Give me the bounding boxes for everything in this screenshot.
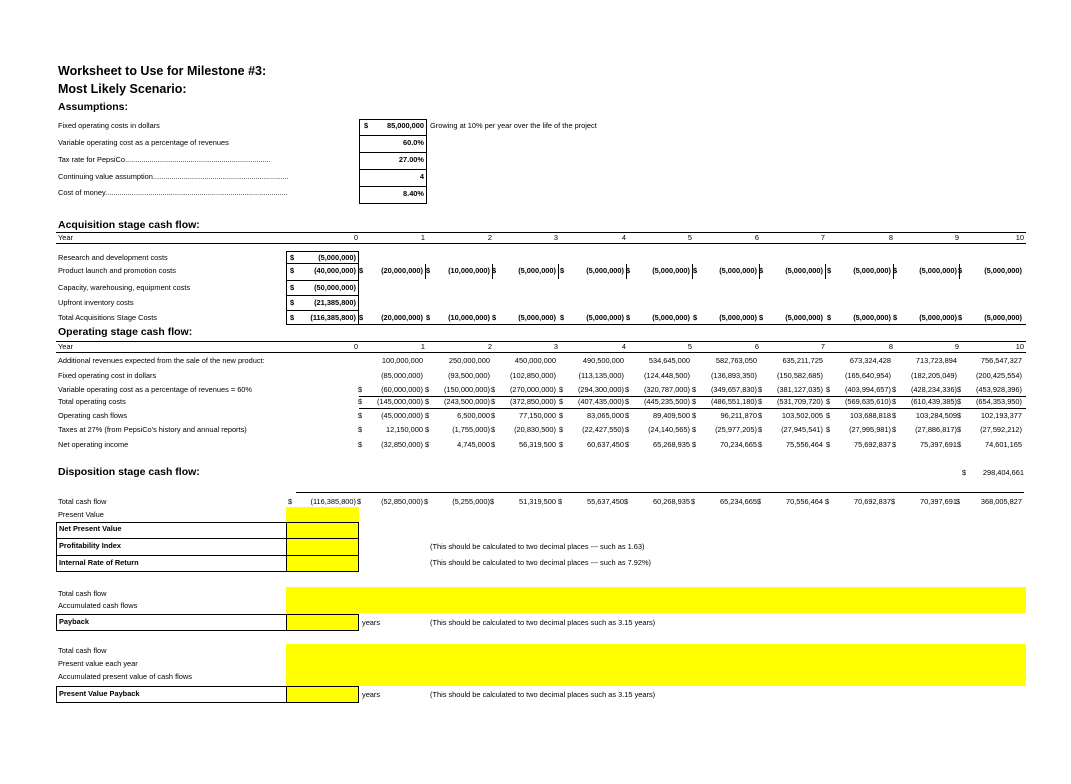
acq-cell: (5,000,000) [518,266,556,275]
npv-label: Net Present Value [59,524,122,533]
currency-symbol: $ [358,440,363,449]
op-cell: 75,692,837 [854,440,891,449]
op-row-label: Net operating income [58,440,129,449]
currency-symbol: $ [956,497,961,506]
payback-box [56,614,359,631]
assumption-label: Fixed operating costs in dollars [58,121,160,130]
op-cell: 103,284,509 [915,411,957,420]
op-row-label: Fixed operating cost in dollars [58,371,157,380]
year-header: 10 [1015,233,1024,242]
pv-payback-input-area[interactable] [286,644,1026,686]
op-cell: 6,500,000 [457,411,490,420]
acq-cell: (10,000,000) [448,313,490,322]
acq-cell: (5,000,000) [919,313,957,322]
op-cell: 582,763,050 [715,356,757,365]
currency-symbol: $ [892,397,897,406]
op-cell: 75,397,691 [920,440,957,449]
worksheet-title: Worksheet to Use for Milestone #3: [58,64,267,78]
pi-label: Profitability Index [59,541,122,550]
op-cell: 60,637,450 [587,440,624,449]
currency-symbol: $ [626,266,631,275]
op-cell: (1,755,000) [452,425,490,434]
assumption-label: Variable operating cost as a percentage of revenues [58,138,229,147]
currency-symbol: $ [425,385,430,394]
year-header: 6 [754,342,759,351]
currency-symbol: $ [425,411,430,420]
currency-symbol: $ [826,440,831,449]
op-cell: (145,000,000) [376,397,423,406]
currency-symbol: $ [691,497,696,506]
op-cell: (22,427,550) [582,425,624,434]
currency-symbol: $ [892,385,897,394]
total-cash-flow-label: Total cash flow [58,497,107,506]
acq-cell: (20,000,000) [381,266,423,275]
op-cell: 89,409,500 [653,411,690,420]
currency-symbol: $ [358,385,363,394]
acq-cell: (5,000,000) [853,266,891,275]
op-cell: 74,601,165 [985,440,1022,449]
op-cell: (654,353,950) [975,397,1022,406]
op-cell: 12,150,000 [386,425,423,434]
currency-symbol: $ [491,411,496,420]
acq-cell: (5,000,000) [652,266,690,275]
payback-accumulated: Accumulated cash flows [58,601,138,610]
op-cell: 250,000,000 [448,356,490,365]
acq-year-label: Year [58,233,73,242]
variable-cost-value[interactable]: 60.0% [403,138,424,147]
op-cell: (150,582,685) [776,371,823,380]
op-cell: (25,977,205) [715,425,757,434]
op-row-label: Additional revenues expected from the sale of the new product: [58,356,265,365]
acq-cell: (5,000,000) [785,313,823,322]
currency-symbol: $ [290,283,295,292]
op-cell: (20,830,500) [514,425,556,434]
op-cell: 490,500,000 [582,356,624,365]
currency-symbol: $ [958,266,963,275]
currency-symbol: $ [957,385,962,394]
year-header: 8 [888,233,893,242]
currency-symbol: $ [359,313,364,322]
acq-row-label: Total Acquisitions Stage Costs [58,313,158,322]
currency-symbol: $ [827,266,832,275]
acq-row-label: Upfront inventory costs [58,298,134,307]
op-cell: (320,787,000) [643,385,690,394]
currency-symbol: $ [290,253,295,262]
currency-symbol: $ [957,397,962,406]
currency-symbol: $ [758,397,763,406]
currency-symbol: $ [758,425,763,434]
disposition-currency: $ [962,468,967,477]
acq-row-label: Product launch and promotion costs [58,266,176,275]
acq-cell: (21,385,800) [314,298,356,307]
op-cell: 450,000,000 [514,356,556,365]
tax-rate-value[interactable]: 27.00% [398,155,424,164]
currency-symbol: $ [893,313,898,322]
currency-symbol: $ [492,266,497,275]
op-cell: 100,000,000 [381,356,423,365]
year-header: 1 [420,233,425,242]
currency-symbol: $ [892,440,897,449]
op-cell: 65,268,935 [653,440,690,449]
currency-symbol: $ [491,425,496,434]
currency-symbol: $ [892,425,897,434]
op-cell: 77,150,000 [519,411,556,420]
currency-symbol: $ [759,266,764,275]
pv-payback-unit: years [362,690,381,699]
op-cell: (165,640,954) [844,371,891,380]
currency-symbol: $ [426,313,431,322]
op-cell: (372,850,000) [509,397,556,406]
currency-symbol: $ [758,385,763,394]
acq-cell: (5,000,000) [785,266,823,275]
fixed-cost-note: Growing at 10% per year over the life of the project [430,121,597,130]
acq-cell: (10,000,000) [448,266,490,275]
op-cell: 70,234,665 [720,440,757,449]
currency-symbol: $ [693,313,698,322]
currency-symbol: $ [559,411,564,420]
payback-total-cash-flow: Total cash flow [58,589,107,598]
op-cell: (610,439,385) [910,397,957,406]
year-header: 7 [820,233,825,242]
currency-symbol: $ [758,440,763,449]
currency-symbol: $ [693,266,698,275]
op-cell: (113,135,000) [578,371,624,380]
currency-symbol: $ [626,313,631,322]
op-cell: (200,425,554) [975,371,1022,380]
year-header: 6 [754,233,759,242]
op-cell: 75,556,464 [786,440,823,449]
cost-of-money-value[interactable]: 8.40% [403,189,424,198]
op-cell: (85,000,000) [381,371,423,380]
op-cell: (124,448,500) [643,371,690,380]
total-cash-flow-cell: 368,005,827 [980,497,1022,506]
op-row-label: Operating cash flows [58,411,128,420]
currency-symbol: $ [290,313,295,322]
op-cell: 103,502,005 [781,411,823,420]
currency-symbol: $ [625,397,630,406]
currency-symbol: $ [560,313,565,322]
payback-note: (This should be calculated to two decimal places such as 3.15 years) [430,618,656,627]
continuing-value[interactable]: 4 [419,172,424,181]
currency-symbol: $ [826,385,831,394]
currency-symbol: $ [424,497,429,506]
acquisition-heading: Acquisition stage cash flow: [58,219,200,231]
year-header: 1 [420,342,425,351]
acq-cell: (5,000,000) [719,313,757,322]
currency-symbol: $ [827,313,832,322]
currency-symbol: $ [358,397,363,406]
op-cell: (60,000,000) [381,385,423,394]
acq-row-label: Capacity, warehousing, equipment costs [58,283,191,292]
currency-symbol: $ [893,266,898,275]
acq-cell: (116,385,800) [310,313,356,322]
currency-symbol: $ [560,266,565,275]
pv-each-year: Present value each year [58,659,138,668]
year-header: 5 [687,342,692,351]
op-cell: (102,850,000) [509,371,556,380]
currency-symbol: $ [358,425,363,434]
op-year-label: Year [58,342,73,351]
op-cell: 534,645,000 [648,356,690,365]
op-row-label: Variable operating cost as a percentage of revenues = 60% [58,385,252,394]
currency-symbol: $ [692,397,697,406]
currency-symbol: $ [559,397,564,406]
acq-cell: (5,000,000) [984,313,1022,322]
year-header: 2 [487,342,492,351]
currency-symbol: $ [892,411,897,420]
payback-unit: years [362,618,381,627]
acq-cell: (5,000,000) [719,266,757,275]
total-cash-flow-cell: (5,255,000) [452,497,490,506]
year-header: 4 [621,342,626,351]
acq-cell: (5,000,000) [586,313,624,322]
pv-total-cash-flow: Total cash flow [58,646,107,655]
op-cell: (453,928,396) [975,385,1022,394]
operating-heading: Operating stage cash flow: [58,326,193,338]
year-header: 3 [553,233,558,242]
currency-symbol: $ [425,440,430,449]
total-cash-flow-cell: 70,692,837 [854,497,891,506]
op-cell: (381,127,035) [776,385,823,394]
acq-cell: (40,000,000) [314,266,356,275]
op-cell: (27,886,817) [915,425,957,434]
year-header: 3 [553,342,558,351]
currency-symbol: $ [625,425,630,434]
acq-row-label: Research and development costs [58,253,168,262]
currency-symbol: $ [290,266,295,275]
total-cash-flow-cell: 70,397,691 [920,497,957,506]
acq-cell: (50,000,000) [314,283,356,292]
total-cash-flow-cell: (116,385,800) [310,497,356,506]
total-cash-flow-cell: 51,319,500 [519,497,556,506]
currency-symbol: $ [757,497,762,506]
currency-symbol: $ [957,411,962,420]
op-cell: 635,211,725 [782,356,823,365]
op-cell: (445,235,500) [643,397,690,406]
pv-payback-note: (This should be calculated to two decimal places such as 3.15 years) [430,690,656,699]
op-cell: (486,551,180) [710,397,757,406]
payback-input-area[interactable] [286,587,1026,613]
currency-symbol: $ [491,385,496,394]
currency-symbol: $ [825,497,830,506]
assumptions-heading: Assumptions: [58,101,129,113]
disposition-heading: Disposition stage cash flow: [58,466,200,478]
pv-accumulated: Accumulated present value of cash flows [58,672,192,681]
op-cell: (349,657,830) [710,385,757,394]
present-value-label: Present Value [58,510,104,519]
op-cell: 756,547,327 [980,356,1022,365]
op-cell: (27,592,212) [980,425,1022,434]
currency-symbol: $ [891,497,896,506]
op-cell: (150,000,000) [443,385,490,394]
assumption-label: Continuing value assumption.................................................................. [58,172,289,181]
currency-symbol: $ [358,411,363,420]
currency-symbol: $ [826,397,831,406]
acq-cell: (5,000,000) [853,313,891,322]
currency-symbol: $ [364,121,369,130]
op-cell: 83,065,000 [587,411,624,420]
year-header: 0 [353,233,358,242]
pv-payback-label: Present Value Payback [59,689,140,698]
currency-symbol: $ [826,425,831,434]
currency-symbol: $ [491,397,496,406]
currency-symbol: $ [357,497,362,506]
op-cell: (45,000,000) [381,411,423,420]
currency-symbol: $ [624,497,629,506]
op-cell: (403,994,657) [844,385,891,394]
op-cell: (407,435,000) [577,397,624,406]
op-cell: (569,635,610) [844,397,891,406]
irr-note: (This should be calculated to two decimal places --- such as 7.92%) [430,558,652,567]
currency-symbol: $ [559,440,564,449]
currency-symbol: $ [692,411,697,420]
total-cash-flow-cell: 70,556,464 [786,497,823,506]
acq-cell: (5,000,000) [652,313,690,322]
irr-label: Internal Rate of Return [59,558,139,567]
op-cell: (531,709,720) [776,397,823,406]
total-cash-flow-cell: 60,268,935 [653,497,690,506]
acq-cell: (5,000,000) [984,266,1022,275]
year-header: 9 [954,342,959,351]
op-cell: 103,688,818 [849,411,891,420]
op-cell: (27,945,541) [781,425,823,434]
acq-cell: (5,000,000) [318,253,356,262]
currency-symbol: $ [625,440,630,449]
currency-symbol: $ [425,397,430,406]
payback-label: Payback [59,617,89,626]
acq-cell: (20,000,000) [381,313,423,322]
op-cell: 713,723,894 [915,356,957,365]
currency-symbol: $ [692,385,697,394]
op-cell: 56,319,500 [519,440,556,449]
op-cell: (182,205,049) [910,371,957,380]
currency-symbol: $ [288,497,293,506]
year-header: 4 [621,233,626,242]
currency-symbol: $ [759,313,764,322]
year-header: 9 [954,233,959,242]
currency-symbol: $ [958,313,963,322]
year-header: 2 [487,233,492,242]
currency-symbol: $ [290,298,295,307]
assumption-label: Tax rate for PepsiCo....................................................................... [58,155,271,164]
currency-symbol: $ [490,497,495,506]
acq-cell: (5,000,000) [919,266,957,275]
currency-symbol: $ [492,313,497,322]
op-cell: (136,893,350) [710,371,757,380]
currency-symbol: $ [692,440,697,449]
op-cell: (32,850,000) [381,440,423,449]
currency-symbol: $ [957,425,962,434]
currency-symbol: $ [426,266,431,275]
currency-symbol: $ [491,440,496,449]
currency-symbol: $ [758,411,763,420]
scenario-title: Most Likely Scenario: [58,82,187,96]
year-header: 5 [687,233,692,242]
currency-symbol: $ [625,411,630,420]
currency-symbol: $ [359,266,364,275]
op-row-label: Total operating costs [58,397,126,406]
op-cell: (294,300,000) [577,385,624,394]
fixed-cost-value[interactable]: 85,000,000 [387,121,424,130]
op-cell: (27,995,981) [849,425,891,434]
total-cash-flow-cell: (52,850,000) [381,497,423,506]
currency-symbol: $ [425,425,430,434]
op-cell: (24,140,565) [648,425,690,434]
currency-symbol: $ [559,425,564,434]
op-row-label: Taxes at 27% (from PepsiCo's history and annual reports) [58,425,247,434]
total-cash-flow-cell: 55,637,450 [587,497,624,506]
op-cell: 102,193,377 [980,411,1022,420]
year-header: 0 [353,342,358,351]
currency-symbol: $ [558,497,563,506]
year-header: 10 [1015,342,1024,351]
acq-cell: (5,000,000) [586,266,624,275]
pi-note: (This should be calculated to two decimal places --- such as 1.63) [430,542,645,551]
op-cell: (270,000,000) [509,385,556,394]
op-cell: 96,211,870 [720,411,757,420]
year-header: 8 [888,342,893,351]
currency-symbol: $ [625,385,630,394]
year-header: 7 [820,342,825,351]
currency-symbol: $ [957,440,962,449]
op-cell: (428,234,336) [910,385,957,394]
currency-symbol: $ [559,385,564,394]
op-cell: 673,324,428 [849,356,891,365]
assumption-label: Cost of money......................................................................................... [58,188,288,197]
currency-symbol: $ [826,411,831,420]
disposition-value: 298,404,661 [982,468,1024,477]
op-cell: (243,500,000) [443,397,490,406]
currency-symbol: $ [692,425,697,434]
total-cash-flow-cell: 65,234,665 [720,497,757,506]
op-cell: 4,745,000 [457,440,490,449]
op-cell: (93,500,000) [448,371,490,380]
acq-cell: (5,000,000) [518,313,556,322]
